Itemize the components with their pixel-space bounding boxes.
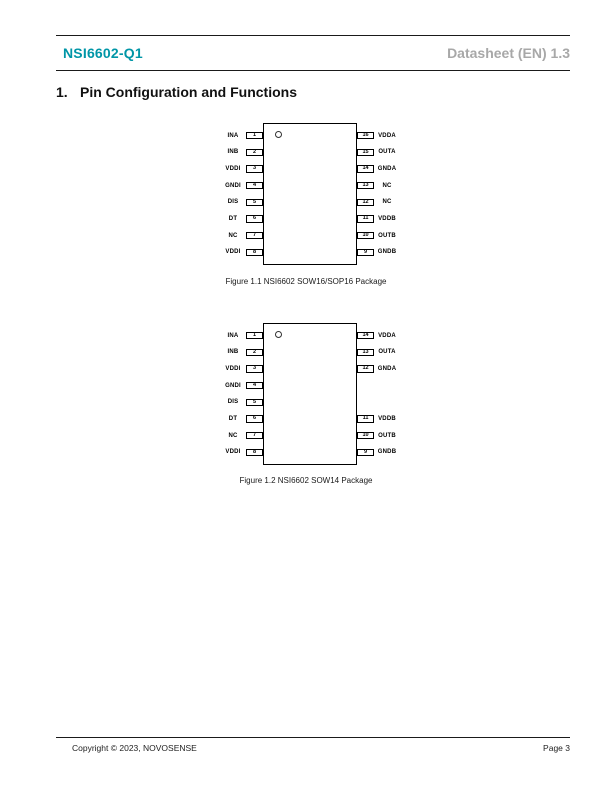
pin-number: 15 — [362, 148, 369, 155]
pin-number: 11 — [362, 215, 369, 222]
page-number: Page 3 — [543, 743, 570, 753]
pin-number: 10 — [362, 231, 369, 238]
pin-9-label: GNDB — [377, 249, 397, 256]
pin-8-label: VDDI — [225, 449, 241, 456]
pin-number: 1 — [252, 331, 257, 338]
ic-body-outline — [263, 323, 357, 465]
product-title: NSI6602-Q1 — [63, 45, 143, 61]
copyright-text: Copyright © 2023, NOVOSENSE — [72, 743, 197, 753]
pin-number: 2 — [252, 148, 257, 155]
pin-number: 6 — [252, 415, 257, 422]
pin-number: 4 — [252, 381, 257, 388]
pin-13-label: NC — [382, 182, 392, 189]
pin-number: 10 — [362, 431, 369, 438]
pin-12-label: GNDA — [377, 366, 397, 373]
pin-11-label: VDDB — [378, 416, 396, 423]
pin1-indicator-icon — [275, 331, 282, 338]
pin-6-label: DT — [228, 216, 238, 223]
pin-4-label: GNDI — [225, 182, 241, 189]
pin-3-label: VDDI — [225, 366, 241, 373]
pin-15-label: OUTA — [378, 149, 396, 156]
ic-diagram-sow14 — [220, 323, 400, 465]
pin-number: 3 — [252, 365, 257, 372]
pin-5-label: DIS — [227, 199, 239, 206]
pin-number: 8 — [252, 448, 257, 455]
pin-number: 12 — [362, 365, 369, 372]
pin-number: 5 — [252, 398, 257, 405]
pin1-indicator-icon — [275, 131, 282, 138]
pin-1-label: INA — [227, 132, 239, 139]
pin-16-label: VDDA — [378, 132, 396, 139]
section-heading — [56, 84, 297, 100]
pin-12-label: NC — [382, 199, 392, 206]
ic-diagram-sow16 — [220, 123, 400, 265]
pin-11-label: VDDB — [378, 216, 396, 223]
pin-number: 9 — [363, 248, 368, 255]
pin-10-label: OUTB — [378, 232, 396, 239]
pin-number: 8 — [252, 248, 257, 255]
doc-title: Datasheet (EN) 1.3 — [447, 45, 570, 61]
pin-4-label: GNDI — [225, 382, 241, 389]
pin-9-label: GNDB — [377, 449, 397, 456]
pin-number: 3 — [252, 165, 257, 172]
pin-3-label: VDDI — [225, 166, 241, 173]
pin-number: 13 — [362, 181, 369, 188]
pin-8-label: VDDI — [225, 249, 241, 256]
footer-rule — [56, 737, 570, 738]
pin-number: 1 — [252, 131, 257, 138]
pin-6-label: DT — [228, 416, 238, 423]
page-footer — [56, 743, 570, 753]
pin-14-label: GNDA — [377, 166, 397, 173]
pin-number: 4 — [252, 181, 257, 188]
pin-5-label: DIS — [227, 399, 239, 406]
pin-number: 7 — [252, 231, 257, 238]
page-header — [56, 45, 570, 61]
section-number: 1. — [56, 84, 68, 100]
pin-number: 5 — [252, 198, 257, 205]
pin-14-label: VDDA — [378, 332, 396, 339]
header-bottom-rule — [56, 70, 570, 72]
pin-7-label: NC — [228, 232, 238, 239]
pin-number: 14 — [362, 165, 369, 172]
pin-13-label: OUTA — [378, 349, 396, 356]
pin-number: 7 — [252, 431, 257, 438]
pin-number: 9 — [363, 448, 368, 455]
figure-caption: Figure 1.1 NSI6602 SOW16/SOP16 Package — [225, 277, 387, 286]
ic-body-outline — [263, 123, 357, 265]
section-title: Pin Configuration and Functions — [80, 84, 297, 100]
pin-number: 2 — [252, 348, 257, 355]
pin-number: 13 — [362, 348, 369, 355]
pin-2-label: INB — [227, 349, 239, 356]
figure-caption: Figure 1.2 NSI6602 SOW14 Package — [239, 476, 373, 485]
pin-number: 11 — [362, 415, 369, 422]
pin-7-label: NC — [228, 432, 238, 439]
pin-number: 6 — [252, 215, 257, 222]
pin-1-label: INA — [227, 332, 239, 339]
pin-number: 16 — [362, 131, 369, 138]
pin-number: 12 — [362, 198, 369, 205]
header-top-rule — [56, 35, 570, 36]
pin-10-label: OUTB — [378, 432, 396, 439]
pin-2-label: INB — [227, 149, 239, 156]
pin-number: 14 — [362, 331, 369, 338]
